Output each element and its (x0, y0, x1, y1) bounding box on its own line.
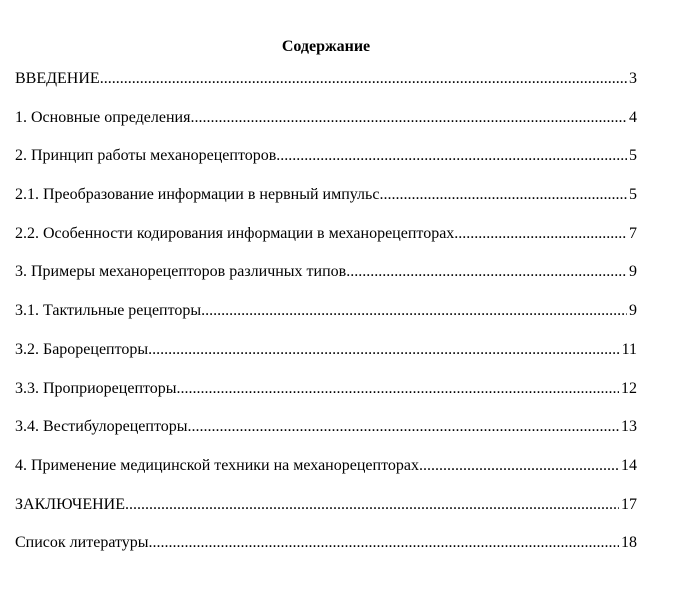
toc-leader-dots (188, 416, 620, 438)
toc-entry-page: 11 (621, 340, 637, 358)
toc-leader-dots (346, 261, 627, 283)
toc-entry-label: 4. Применение медицинской техники на механорецепторах (15, 456, 419, 474)
toc-entry-page: 3 (629, 70, 637, 87)
toc-entry-4 (15, 455, 637, 494)
toc-entry-3-1 (15, 300, 637, 339)
toc-entry-references (15, 532, 637, 571)
toc-leader-dots (149, 532, 619, 554)
toc-entry-1 (15, 107, 637, 146)
toc-entry-label: ЗАКЛЮЧЕНИЕ (15, 495, 125, 513)
toc-entry-label: ВВЕДЕНИЕ (15, 70, 100, 87)
toc-leader-dots (454, 223, 627, 245)
toc-entry-label: 1. Основные определения (15, 108, 191, 126)
toc-entry-label: 3.1. Тактильные рецепторы (15, 302, 202, 320)
toc-entry-3-2 (15, 339, 637, 378)
toc-entry-label: 3.4. Вестибулорецепторы (15, 418, 188, 436)
toc-entry-introduction (15, 68, 637, 107)
toc-entry-label: 2.2. Особенности кодирования информации в механорецепторах (15, 224, 455, 242)
toc-entry-conclusion (15, 494, 637, 533)
toc-entry-page: 17 (621, 495, 637, 513)
toc-leader-dots (125, 494, 619, 516)
toc-entry-page: 7 (629, 224, 637, 242)
toc-entry-3-4 (15, 416, 637, 455)
toc-entry-page: 13 (621, 418, 637, 436)
toc-entry-3 (15, 261, 637, 300)
toc-entry-page: 18 (621, 534, 637, 552)
toc-entry-page: 5 (629, 147, 637, 165)
toc-entry-label: 3.3. Проприорецепторы (15, 379, 177, 397)
toc-entry-2-2 (15, 223, 637, 262)
toc-entry-page: 4 (629, 108, 637, 126)
toc-list (15, 68, 637, 571)
toc-leader-dots (190, 107, 627, 129)
toc-leader-dots (100, 68, 627, 90)
toc-entry-page: 9 (629, 302, 637, 320)
toc-entry-page: 5 (629, 186, 637, 204)
toc-entry-2 (15, 145, 637, 184)
toc-title: Содержание (281, 38, 371, 55)
toc-entry-label: Список литературы (15, 534, 149, 552)
toc-entry-page: 12 (621, 379, 637, 397)
toc-entry-2-1 (15, 184, 637, 223)
toc-leader-dots (379, 184, 627, 206)
toc-entry-label: 2. Принцип работы механорецепторов (15, 147, 277, 165)
toc-entry-label: 3.2. Барорецепторы (15, 340, 149, 358)
toc-entry-3-3 (15, 378, 637, 417)
toc-entry-page: 14 (621, 456, 637, 474)
toc-leader-dots (177, 378, 619, 400)
toc-leader-dots (276, 145, 627, 167)
toc-entry-page: 9 (629, 263, 637, 281)
toc-leader-dots (148, 339, 619, 361)
toc-entry-label: 2.1. Преобразование информации в нервный импульс (15, 186, 380, 204)
toc-entry-label: 3. Примеры механорецепторов различных типов (15, 263, 347, 281)
toc-leader-dots (201, 300, 627, 322)
toc-leader-dots (419, 455, 619, 477)
